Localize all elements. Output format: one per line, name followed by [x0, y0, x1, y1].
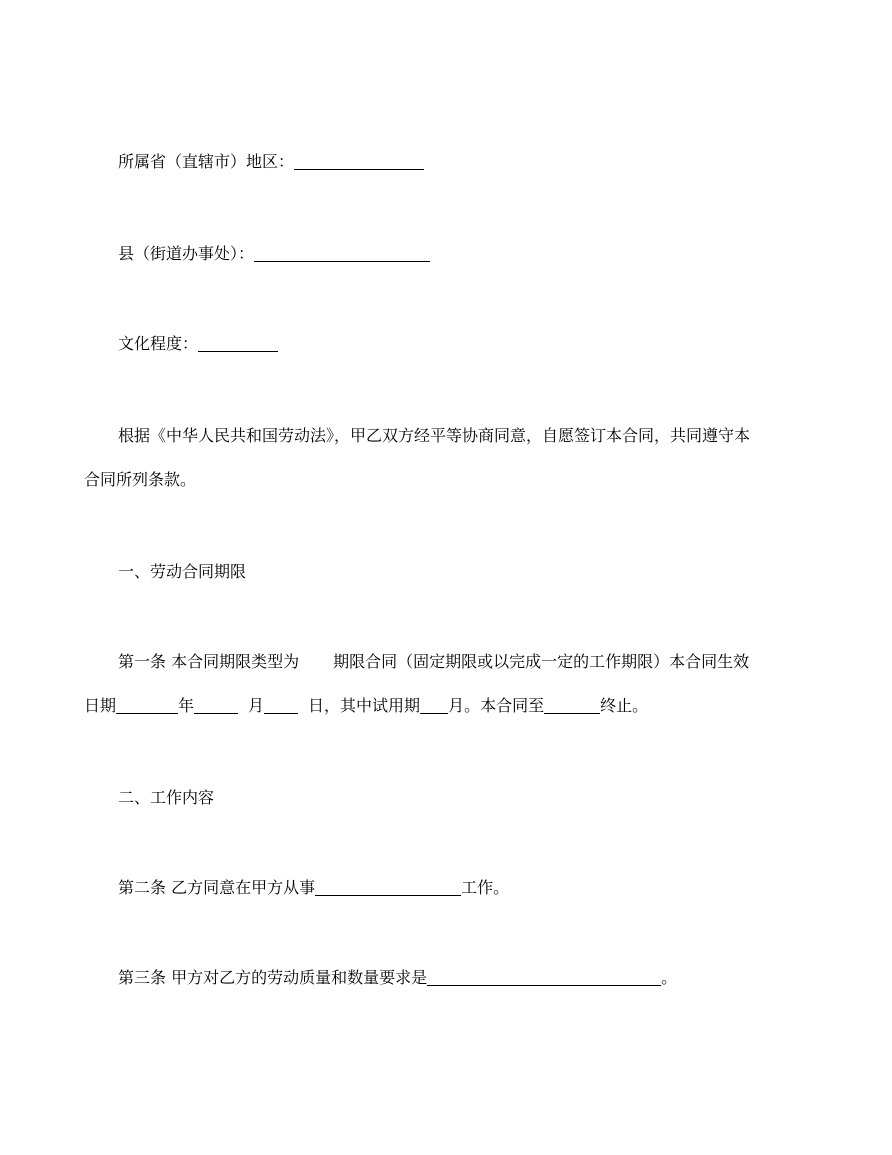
label-year: 年 — [178, 696, 195, 715]
education-blank[interactable] — [198, 333, 278, 352]
article3-line — [0, 966, 892, 990]
section2-title: 二、工作内容 — [118, 788, 215, 807]
article1-line-1 — [0, 650, 892, 674]
quality-blank[interactable] — [427, 967, 661, 986]
article3-text: 第三条 甲方对乙方的劳动质量和数量要求是 — [118, 968, 428, 987]
day-blank[interactable] — [264, 695, 298, 714]
label-terminate: 终止。 — [600, 696, 649, 715]
job-blank[interactable] — [315, 877, 461, 896]
label-month: 月 — [248, 696, 265, 715]
province-line — [0, 150, 892, 174]
year-blank[interactable] — [116, 695, 178, 714]
article2-text: 第二条 乙方同意在甲方从事 — [118, 878, 316, 897]
preamble-line-2: 合同所列条款。 — [84, 470, 197, 489]
article1-text-b: 期限合同（固定期限或以完成一定的工作期限）本合同生效 — [333, 652, 750, 671]
probation-blank[interactable] — [420, 695, 448, 714]
article2-line — [0, 876, 892, 900]
label-end: 月。本合同至 — [448, 696, 545, 715]
education-line — [0, 332, 892, 356]
province-label: 所属省（直辖市）地区： — [118, 152, 295, 171]
article3-text-end: 。 — [661, 968, 678, 987]
preamble-line-1: 根据《中华人民共和国劳动法》，甲乙双方经平等协商同意，自愿签订本合同，共同遵守本 — [118, 426, 751, 445]
end-date-blank[interactable] — [544, 695, 600, 714]
article1-text-a: 第一条 本合同期限类型为 — [118, 652, 300, 671]
article2-text-end: 工作。 — [461, 878, 510, 897]
section1-title: 一、劳动合同期限 — [118, 562, 247, 581]
province-blank[interactable] — [294, 151, 424, 170]
article1-line-2 — [0, 694, 892, 718]
education-label: 文化程度： — [118, 334, 199, 353]
label-probation: 日，其中试用期 — [308, 696, 421, 715]
county-blank[interactable] — [254, 243, 430, 262]
month-blank[interactable] — [194, 695, 238, 714]
county-line — [0, 242, 892, 266]
county-label: 县（街道办事处）： — [118, 244, 255, 263]
label-date: 日期 — [84, 696, 117, 715]
